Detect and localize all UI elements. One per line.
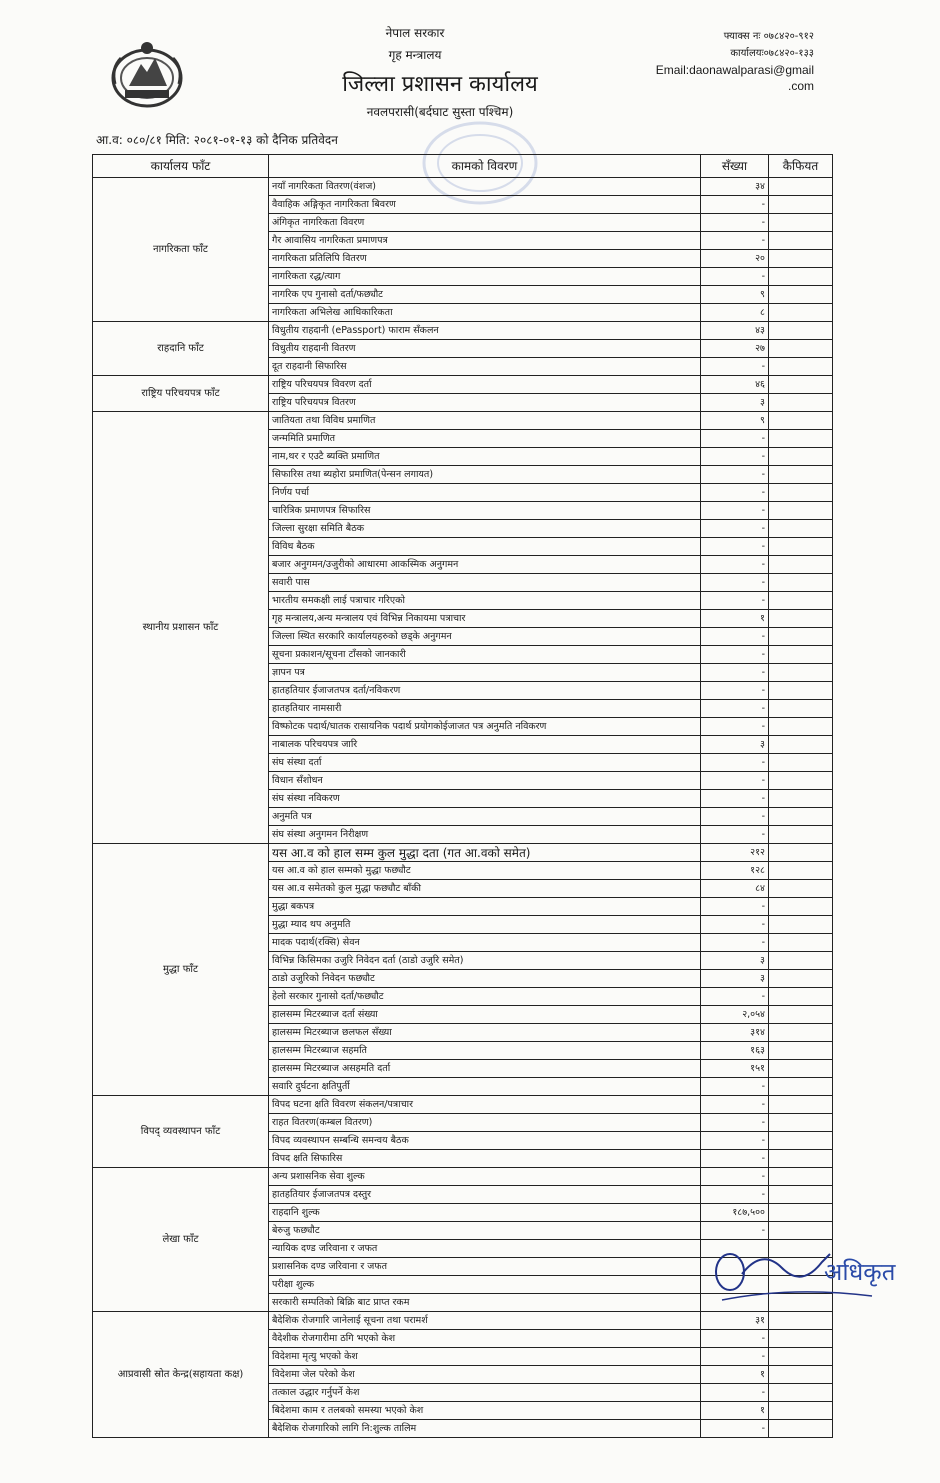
count-value: - — [701, 466, 769, 484]
work-description: विदेशमा मृत्यु भएको केश — [269, 1348, 701, 1366]
remarks-cell — [769, 610, 833, 628]
work-description: न्यायिक दण्ड जरिवाना र जफत — [269, 1240, 701, 1258]
work-description: बैदेशिक रोजगारि जानेलाई सूचना तथा परामर्श — [269, 1312, 701, 1330]
work-description: नागरिक एप गुनासो दर्ता/फछ्यौट — [269, 286, 701, 304]
remarks-cell — [769, 952, 833, 970]
count-value: ३१४ — [701, 1024, 769, 1042]
work-description: वैवाहिक अङ्गिकृत नागरिकता बिवरण — [269, 196, 701, 214]
remarks-cell — [769, 430, 833, 448]
count-value: - — [701, 214, 769, 232]
count-value: - — [701, 232, 769, 250]
remarks-cell — [769, 916, 833, 934]
fax-number: फ्याक्स नः ०७८४२०-९१२ — [723, 31, 814, 42]
remarks-cell — [769, 1312, 833, 1330]
table-row — [93, 412, 833, 430]
remarks-cell — [769, 628, 833, 646]
section-name: लेखा फाँट — [93, 1168, 269, 1312]
count-value: ३ — [701, 736, 769, 754]
work-description: राहदानि शुल्क — [269, 1204, 701, 1222]
count-value: १८७,५०० — [701, 1204, 769, 1222]
remarks-cell — [769, 196, 833, 214]
work-description: तत्काल उद्धार गर्नुपर्ने केश — [269, 1384, 701, 1402]
work-description: अंगिकृत नागरिकता विवरण — [269, 214, 701, 232]
work-description: मुद्धा म्याद थप अनुमति — [269, 916, 701, 934]
count-value: - — [701, 556, 769, 574]
work-description: भारतीय समकक्षी लाई पत्राचार गरिएको — [269, 592, 701, 610]
work-description: नागरिकता प्रतिलिपि वितरण — [269, 250, 701, 268]
work-description: हातहतियार ईजाजतपत्र दस्तुर — [269, 1186, 701, 1204]
remarks-cell — [769, 376, 833, 394]
office-phone: कार्यालयः०७८४२०-१३३ — [730, 48, 814, 59]
remarks-cell — [769, 1078, 833, 1096]
count-value: - — [701, 484, 769, 502]
remarks-cell — [769, 1186, 833, 1204]
work-description: अन्य प्रशासनिक सेवा शुल्क — [269, 1168, 701, 1186]
count-value: - — [701, 592, 769, 610]
work-description: राष्ट्रिय परिचयपत्र वितरण — [269, 394, 701, 412]
work-description: जिल्ला सुरक्षा समिति बैठक — [269, 520, 701, 538]
count-value: - — [701, 1078, 769, 1096]
work-description: हालसम्म मिटरब्याज सहमति — [269, 1042, 701, 1060]
section-name: राष्ट्रिय परिचयपत्र फाँट — [93, 376, 269, 412]
count-value: - — [701, 1168, 769, 1186]
remarks-cell — [769, 1366, 833, 1384]
email-address: Email:daonawalparasi@gmail — [655, 63, 814, 77]
work-description: सवारी पास — [269, 574, 701, 592]
remarks-cell — [769, 664, 833, 682]
work-description: राष्ट्रिय परिचयपत्र विवरण दर्ता — [269, 376, 701, 394]
work-description: बिदेशमा काम र तलबको समस्या भएको केश — [269, 1402, 701, 1420]
header-remarks: कैफियत — [769, 155, 833, 178]
remarks-cell — [769, 934, 833, 952]
count-value: - — [701, 826, 769, 844]
count-value: - — [701, 1114, 769, 1132]
work-description: यस आ.व को हाल सम्म कुल मुद्धा दता (गत आ.वको समेत) — [269, 844, 701, 862]
remarks-cell — [769, 646, 833, 664]
remarks-cell — [769, 1204, 833, 1222]
remarks-cell — [769, 394, 833, 412]
work-description: सवारि दुर्घटना क्षतिपुर्ती — [269, 1078, 701, 1096]
count-value: ८ — [701, 304, 769, 322]
work-description: विभिन्न किसिमका उजुरि निवेदन दर्ता (ठाडो उजुरि समेत) — [269, 952, 701, 970]
work-description: नागरिकता अभिलेख आधिकारिकता — [269, 304, 701, 322]
remarks-cell — [769, 1042, 833, 1060]
remarks-cell — [769, 880, 833, 898]
remarks-cell — [769, 1150, 833, 1168]
count-value: १ — [701, 1366, 769, 1384]
remarks-cell — [769, 250, 833, 268]
remarks-cell — [769, 1060, 833, 1078]
remarks-cell — [769, 718, 833, 736]
remarks-cell — [769, 862, 833, 880]
officer-signature — [712, 1238, 922, 1308]
remarks-cell — [769, 286, 833, 304]
section-name: विपद् व्यवस्थापन फाँट — [93, 1096, 269, 1168]
work-description: दूत राहदानी सिफारिस — [269, 358, 701, 376]
count-value: - — [701, 1150, 769, 1168]
remarks-cell — [769, 1006, 833, 1024]
count-value: - — [701, 1384, 769, 1402]
office-name: जिल्ला प्रशासन कार्यालय — [342, 72, 538, 97]
email-address-continued: .com — [787, 79, 814, 93]
work-description: गैर आवासिय नागरिकता प्रमाणपत्र — [269, 232, 701, 250]
work-description: संघ संस्था नविकरण — [269, 790, 701, 808]
remarks-cell — [769, 898, 833, 916]
work-description: विधुतीय राहदानी वितरण — [269, 340, 701, 358]
remarks-cell — [769, 1384, 833, 1402]
work-description: विपद घटना क्षति विवरण संकलन/पत्राचार — [269, 1096, 701, 1114]
count-value: ८४ — [701, 880, 769, 898]
work-description: गृह मन्त्रालय,अन्य मन्त्रालय एवं विभिन्न निकायमा पत्राचार — [269, 610, 701, 628]
count-value: - — [701, 358, 769, 376]
remarks-cell — [769, 214, 833, 232]
work-description: यस आ.व समेतको कुल मुद्धा फछ्यौट बाँकी — [269, 880, 701, 898]
remarks-cell — [769, 322, 833, 340]
section-name: नागरिकता फाँट — [93, 178, 269, 322]
count-value: २१२ — [701, 844, 769, 862]
work-description: नयाँ नागरिकता वितरण(वंशज) — [269, 178, 701, 196]
section-name: आप्रवासी स्रोत केन्द्र(सहायता कक्ष) — [93, 1312, 269, 1438]
remarks-cell — [769, 700, 833, 718]
work-description: ठाडो उजुरिको निवेदन फछ्यौट — [269, 970, 701, 988]
work-description: मुद्धा बकपत्र — [269, 898, 701, 916]
work-description: नाबालक परिचयपत्र जारि — [269, 736, 701, 754]
work-description: संघ संस्था अनुगमन निरीक्षण — [269, 826, 701, 844]
work-description: प्रशासनिक दण्ड जरिवाना र जफत — [269, 1258, 701, 1276]
work-description: बेरुजु फछ्यौट — [269, 1222, 701, 1240]
work-description: हालसम्म मिटरब्याज असहमति दर्ता — [269, 1060, 701, 1078]
work-description: हातहतियार नामसारी — [269, 700, 701, 718]
count-value: २० — [701, 250, 769, 268]
remarks-cell — [769, 1114, 833, 1132]
work-description: बजार अनुगमन/उजुरीको आधारमा आकस्मिक अनुगमन — [269, 556, 701, 574]
count-value: - — [701, 430, 769, 448]
work-description: विधुतीय राहदानी (ePassport) फाराम सँकलन — [269, 322, 701, 340]
remarks-cell — [769, 592, 833, 610]
work-description: सूचना प्रकाशन/सूचना टाँसको जानकारी — [269, 646, 701, 664]
remarks-cell — [769, 556, 833, 574]
count-value: १२८ — [701, 862, 769, 880]
work-description: जातियता तथा विविध प्रमाणित — [269, 412, 701, 430]
work-description: विष्फोटक पदार्थ/घातक रासायनिक पदार्थ प्रयोगकोईजाजत पत्र अनुमति नविकरण — [269, 718, 701, 736]
remarks-cell — [769, 1024, 833, 1042]
table-row — [93, 1312, 833, 1330]
header-count: सँख्या — [701, 155, 769, 178]
work-description: विदेशमा जेल परेको केश — [269, 1366, 701, 1384]
count-value: १६३ — [701, 1042, 769, 1060]
office-location: नवलपरासी(बर्दघाट सुस्ता पश्चिम) — [366, 105, 514, 119]
work-description: ज्ञापन पत्र — [269, 664, 701, 682]
count-value: - — [701, 916, 769, 934]
remarks-cell — [769, 232, 833, 250]
section-name: स्थानीय प्रशासन फाँट — [93, 412, 269, 844]
remarks-cell — [769, 304, 833, 322]
work-description: सिफारिस तथा ब्यहोरा प्रमाणित(पेन्सन लगायत) — [269, 466, 701, 484]
work-description: हालसम्म मिटरब्याज दर्ता संख्या — [269, 1006, 701, 1024]
count-value: ९ — [701, 286, 769, 304]
remarks-cell — [769, 1330, 833, 1348]
work-description: संघ संस्था दर्ता — [269, 754, 701, 772]
count-value: २७ — [701, 340, 769, 358]
count-value: - — [701, 1096, 769, 1114]
remarks-cell — [769, 358, 833, 376]
count-value: - — [701, 808, 769, 826]
count-value: - — [701, 1330, 769, 1348]
remarks-cell — [769, 1168, 833, 1186]
nepal-emblem-icon — [107, 38, 187, 110]
remarks-cell — [769, 340, 833, 358]
table-row — [93, 376, 833, 394]
remarks-cell — [769, 1420, 833, 1438]
remarks-cell — [769, 790, 833, 808]
table-row — [93, 1096, 833, 1114]
government-name: नेपाल सरकार — [385, 26, 445, 40]
count-value: ९ — [701, 412, 769, 430]
remarks-cell — [769, 502, 833, 520]
work-description: हेलो सरकार गुनासो दर्ता/फछ्यौट — [269, 988, 701, 1006]
work-description: जिल्ला स्थित सरकारि कार्यालयहरुको छड्के अनुगमन — [269, 628, 701, 646]
count-value: - — [701, 268, 769, 286]
work-description: परीक्षा शुल्क — [269, 1276, 701, 1294]
remarks-cell — [769, 268, 833, 286]
work-description: विविध बैठक — [269, 538, 701, 556]
work-description: यस आ.व को हाल सम्मको मुद्धा फछ्यौट — [269, 862, 701, 880]
remarks-cell — [769, 970, 833, 988]
work-description: नाम,थर र एउटै ब्यक्ति प्रमाणित — [269, 448, 701, 466]
remarks-cell — [769, 826, 833, 844]
remarks-cell — [769, 1348, 833, 1366]
remarks-cell — [769, 1222, 833, 1240]
remarks-cell — [769, 682, 833, 700]
count-value: - — [701, 700, 769, 718]
work-description: जन्ममिति प्रमाणित — [269, 430, 701, 448]
count-value: - — [701, 772, 769, 790]
count-value: - — [701, 196, 769, 214]
count-value: ३ — [701, 394, 769, 412]
remarks-cell — [769, 520, 833, 538]
count-value: - — [701, 1348, 769, 1366]
count-value: ४६ — [701, 376, 769, 394]
table-row — [93, 322, 833, 340]
count-value: - — [701, 682, 769, 700]
remarks-cell — [769, 466, 833, 484]
remarks-cell — [769, 736, 833, 754]
count-value: - — [701, 538, 769, 556]
count-value: - — [701, 1222, 769, 1240]
remarks-cell — [769, 1132, 833, 1150]
section-name: मुद्धा फाँट — [93, 844, 269, 1096]
table-row — [93, 844, 833, 862]
count-value: - — [701, 934, 769, 952]
work-description: विपद क्षति सिफारिस — [269, 1150, 701, 1168]
work-description: अनुमति पत्र — [269, 808, 701, 826]
remarks-cell — [769, 808, 833, 826]
count-value: - — [701, 790, 769, 808]
work-description: वैदेशीक रोजगारीमा ठगि भएको केश — [269, 1330, 701, 1348]
work-description: मादक पदार्थ(रक्सि) सेवन — [269, 934, 701, 952]
count-value: - — [701, 664, 769, 682]
section-name: राहदानि फाँट — [93, 322, 269, 376]
work-description: हालसम्म मिटरब्याज छलफल सँख्या — [269, 1024, 701, 1042]
table-row — [93, 1168, 833, 1186]
count-value: ३४ — [701, 178, 769, 196]
work-description: चारित्रिक प्रमाणपत्र सिफारिस — [269, 502, 701, 520]
count-value: ३ — [701, 952, 769, 970]
ministry-name: गृह मन्त्रालय — [388, 48, 442, 62]
table-row — [93, 178, 833, 196]
remarks-cell — [769, 448, 833, 466]
work-description: सरकारी सम्पतिको बिक्रि बाट प्राप्त रकम — [269, 1294, 701, 1312]
count-value: १ — [701, 610, 769, 628]
count-value: - — [701, 574, 769, 592]
remarks-cell — [769, 772, 833, 790]
work-description: विपद व्यवस्थापन सम्बन्धि समन्वय बैठक — [269, 1132, 701, 1150]
count-value: ४३ — [701, 322, 769, 340]
count-value: ३१ — [701, 1312, 769, 1330]
remarks-cell — [769, 1096, 833, 1114]
header-office-section: कार्यालय फाँट — [93, 155, 269, 178]
count-value: - — [701, 754, 769, 772]
remarks-cell — [769, 538, 833, 556]
remarks-cell — [769, 484, 833, 502]
header-work-detail: कामको विवरण — [269, 155, 701, 178]
remarks-cell — [769, 1402, 833, 1420]
signature-title: अधिकृत — [824, 1258, 896, 1286]
count-value: १ — [701, 1402, 769, 1420]
remarks-cell — [769, 844, 833, 862]
table-header-row — [93, 155, 833, 178]
remarks-cell — [769, 178, 833, 196]
count-value: - — [701, 718, 769, 736]
count-value: - — [701, 502, 769, 520]
count-value: २,०५४ — [701, 1006, 769, 1024]
remarks-cell — [769, 988, 833, 1006]
report-subtitle: आ.व: ०८०/८१ मिति: २०८१-०१-१३ को दैनिक प्रतिवेदन — [96, 133, 338, 147]
count-value: - — [701, 988, 769, 1006]
count-value: १५१ — [701, 1060, 769, 1078]
count-value: - — [701, 1420, 769, 1438]
remarks-cell — [769, 754, 833, 772]
count-value: - — [701, 448, 769, 466]
count-value: - — [701, 628, 769, 646]
count-value: - — [701, 520, 769, 538]
count-value: - — [701, 646, 769, 664]
work-description: हातहतियार ईजाजतपत्र दर्ता/नविकरण — [269, 682, 701, 700]
work-description: बैदेशिक रोजगारिको लागि नि:शुल्क तालिम — [269, 1420, 701, 1438]
count-value: ३ — [701, 970, 769, 988]
work-description: निर्णय पर्चा — [269, 484, 701, 502]
count-value: - — [701, 1186, 769, 1204]
remarks-cell — [769, 412, 833, 430]
count-value: - — [701, 898, 769, 916]
work-description: विधान सँशोधन — [269, 772, 701, 790]
count-value: - — [701, 1132, 769, 1150]
remarks-cell — [769, 574, 833, 592]
work-description: नागरिकता रद्ध/त्याग — [269, 268, 701, 286]
work-description: राहत वितरण(कम्बल वितरण) — [269, 1114, 701, 1132]
